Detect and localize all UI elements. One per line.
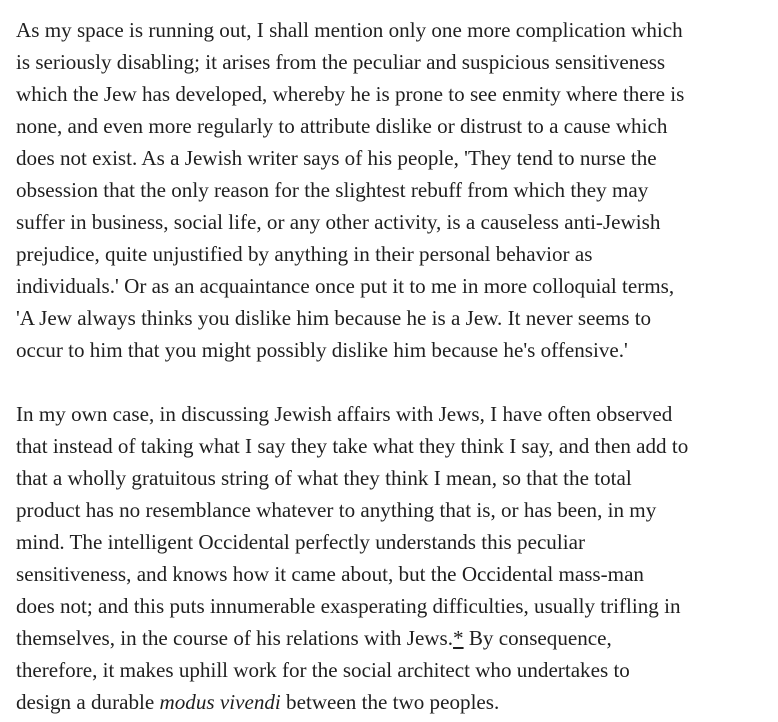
- text-line: that instead of taking what I say they take what they think I say, and then add to: [16, 434, 689, 458]
- text-line: which the Jew has developed, whereby he is prone to see enmity where there is: [16, 82, 685, 106]
- text-line: mind. The intelligent Occidental perfectly understands this peculiar: [16, 530, 585, 554]
- text-line: is seriously disabling; it arises from the peculiar and suspicious sensitiveness: [16, 50, 666, 74]
- text-line: 'A Jew always thinks you dislike him because he is a Jew. It never seems to: [16, 306, 652, 330]
- text-fragment: themselves, in the course of his relations with Jews.: [16, 626, 454, 650]
- text-line: obsession that the only reason for the slightest rebuff from which they may: [16, 178, 649, 202]
- text-line: does not; and this puts innumerable exasperating difficulties, usually trifling in: [16, 594, 681, 618]
- text-line: As my space is running out, I shall mention only one more complication which: [16, 18, 683, 42]
- paragraph-1: [16, 14, 776, 366]
- italic-term: modus vivendi: [159, 690, 281, 714]
- text-line: suffer in business, social life, or any other activity, is a causeless anti-Jewish: [16, 210, 661, 234]
- text-line: therefore, it makes uphill work for the social architect who undertakes to: [16, 658, 630, 682]
- text-line: that a wholly gratuitous string of what they think I mean, so that the total: [16, 466, 632, 490]
- text-line: does not exist. As a Jewish writer says of his people, 'They tend to nurse the: [16, 146, 657, 170]
- text-line: In my own case, in discussing Jewish affairs with Jews, I have often observed: [16, 402, 673, 426]
- text-fragment: By consequence,: [463, 626, 612, 650]
- text-line: none, and even more regularly to attribute dislike or distrust to a cause which: [16, 114, 668, 138]
- text-line: product has no resemblance whatever to anything that is, or has been, in my: [16, 498, 657, 522]
- text-line: occur to him that you might possibly dislike him because he's offensive.': [16, 338, 628, 362]
- text-line: individuals.' Or as an acquaintance once put it to me in more colloquial terms,: [16, 274, 675, 298]
- text-line: [16, 686, 776, 718]
- footnote-link[interactable]: *: [453, 626, 464, 650]
- article-body: [16, 14, 776, 718]
- text-line: sensitiveness, and knows how it came about, but the Occidental mass-man: [16, 562, 644, 586]
- text-fragment: design a durable: [16, 690, 160, 714]
- text-line: prejudice, quite unjustified by anything in their personal behavior as: [16, 242, 593, 266]
- text-fragment: between the two peoples.: [280, 690, 500, 714]
- text-line: [16, 622, 776, 654]
- paragraph-2: [16, 398, 776, 718]
